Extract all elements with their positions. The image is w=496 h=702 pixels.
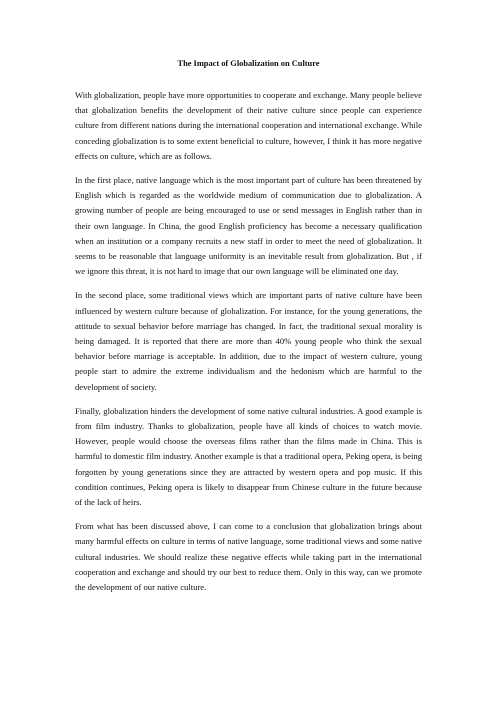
document-title: The Impact of Globalization on Culture (177, 59, 320, 68)
paragraph-introduction: With globalization, people have more opportunities to cooperate and exchange. Many people believe that globalization benefits the development of their native culture since people can experience culture from different nations during the international cooperation and international exchange. While conceding globalization is to some extent beneficial to culture, however, I think it has more negative effects on culture, which are as follows. (75, 90, 422, 161)
paragraph-cultural-industries: Finally, globalization hinders the development of some native cultural industries. A good example is from film industry. Thanks to globalization, people have all kinds of choices to watch movie. However, people would choose the overseas films rather than the films made in China. This is harmful to domestic film industry. Another example is that a traditional opera, Peking opera, is being forgotten by young generations since they are attracted by western opera and pop music. If this condition continues, Peking opera is likely to disappear from Chinese culture in the future because of the lack of heirs. (75, 405, 422, 508)
document-page (75, 58, 422, 604)
paragraph-native-language: In the first place, native language which is the most important part of culture has been threatened by English which is regarded as the worldwide medium of communication due to globalization. A growing number of people are being encouraged to use or send messages in English rather than in their own language. In China, the good English proficiency has become a necessary qualification when an institution or a company recruits a new staff in order to meet the need of globalization. It seems to be reasonable that language uniformity is an inevitable result from globalization. But , if we ignore this threat, it is not hard to image that our own language will be eliminated one day. (75, 175, 422, 277)
paragraph-conclusion: From what has been discussed above, I can come to a conclusion that globalization brings about many harmful effects on culture in terms of native language, some traditional views and some native cultural industries. We should realize these negative effects while taking part in the international cooperation and exchange and should try our best to reduce them. Only in this way, can we promote the development of our native culture. (75, 521, 422, 593)
paragraph-traditional-views: In the second place, some traditional views which are important parts of native culture have been influenced by western culture because of globalization. For instance, for the young generations, the attitude to sexual behavior before marriage has changed. In fact, the traditional sexual morality is being damaged. It is reported that there are more than 40% young people who think the sexual behavior before marriage is acceptable. In addition, due to the impact of western culture, young people start to admire the extreme individualism and the hedonism which are harmful to the development of society. (75, 290, 422, 392)
